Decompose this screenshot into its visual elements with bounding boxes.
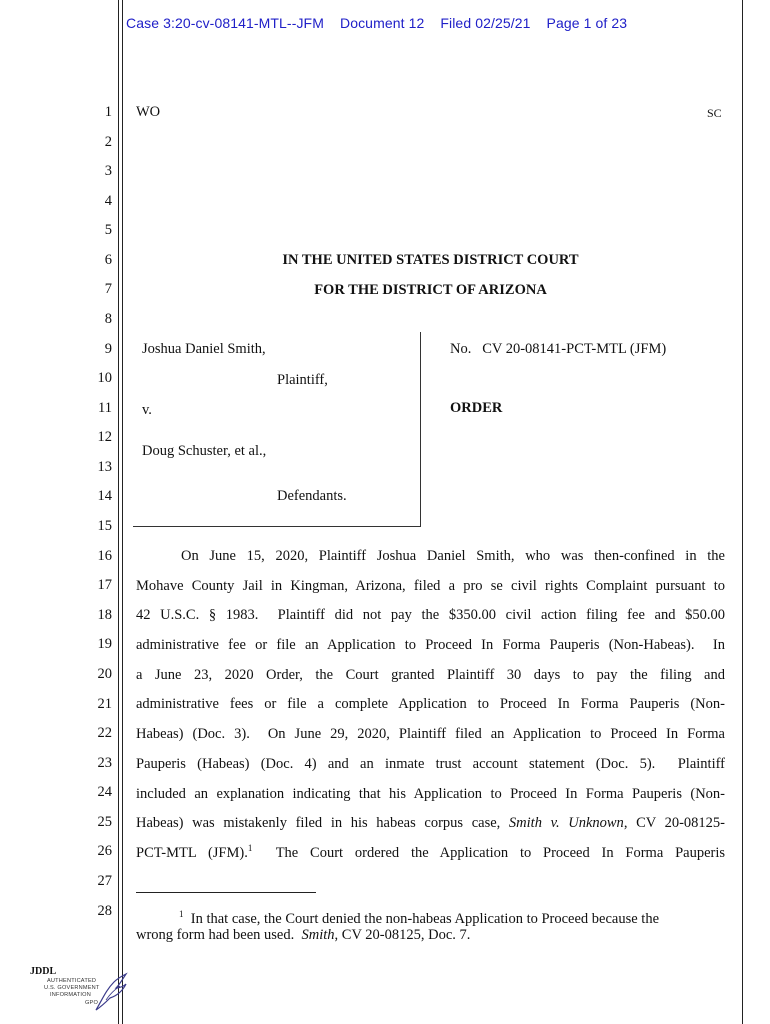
line-number: 26: [97, 843, 112, 859]
line-number: 27: [97, 873, 112, 889]
line-number: 19: [97, 636, 112, 652]
body-line: Mohave County Jail in Kingman, Arizona, filed a pro se civil rights Complaint pursuant to: [136, 578, 725, 594]
defendant-role: Defendants.: [277, 488, 347, 504]
line-number: 23: [97, 755, 112, 771]
line-number: 16: [97, 548, 112, 564]
plaintiff-role: Plaintiff,: [277, 372, 328, 388]
line-number: 28: [97, 903, 112, 919]
page-indicator: Page 1 of 23: [546, 15, 628, 31]
footnote-line: [179, 911, 659, 928]
body-line: On June 15, 2020, Plaintiff Joshua Daniel Smith, who was then-confined in the: [181, 548, 725, 564]
plaintiff-name: Joshua Daniel Smith,: [142, 341, 266, 357]
line-number: 8: [104, 311, 112, 327]
logo-text: AUTHENTICATED: [47, 978, 97, 984]
jddl-mark: JDDL: [30, 966, 57, 977]
line-number: 17: [97, 577, 112, 593]
line-number: 14: [97, 488, 112, 504]
line-number: 25: [97, 814, 112, 830]
line-number: 5: [104, 222, 112, 238]
line-number: 22: [97, 725, 112, 741]
footnote-text: wrong form had been used.: [136, 927, 302, 943]
line-number: 2: [104, 134, 112, 150]
line-number: 11: [98, 400, 112, 416]
line-number: 10: [97, 370, 112, 386]
line-number: 21: [97, 696, 112, 712]
line-number: 15: [97, 518, 112, 534]
defendant-name: Doug Schuster, et al.,: [142, 443, 267, 459]
line-number: 18: [97, 607, 112, 623]
document-number: Document 12: [339, 15, 425, 31]
left-margin-rule: [118, 0, 119, 1024]
body-line: 42 U.S.C. § 1983. Plaintiff did not pay the $350.00 civil action filing fee and $50.00: [136, 607, 725, 623]
right-margin-rule: [742, 0, 743, 1024]
line-number: 24: [97, 784, 112, 800]
case-number: Case 3:20-cv-08141-MTL--JFM: [126, 15, 324, 31]
line-number: 9: [104, 341, 112, 357]
body-text: The Court ordered the Application to Proceed In Forma Pauperis: [252, 845, 726, 861]
logo-text: INFORMATION: [50, 992, 91, 998]
body-text: PCT-MTL (JFM).: [136, 845, 248, 861]
footnote-marker: 1: [179, 909, 184, 920]
line-number: 3: [104, 163, 112, 179]
ecf-header: [126, 15, 639, 31]
footnote-reference: 1: [247, 843, 253, 854]
body-line: [136, 815, 725, 832]
line-number: 1: [104, 104, 112, 120]
footnote-rule: [136, 892, 316, 893]
case-number-caption: No. CV 20-08141-PCT-MTL (JFM): [450, 341, 667, 357]
line-number: 7: [104, 281, 112, 297]
left-margin-rule-inner: [122, 0, 123, 1024]
court-district: FOR THE DISTRICT OF ARIZONA: [314, 282, 547, 298]
case-citation: Smith v. Unknown: [508, 815, 624, 831]
sc-marker: SC: [707, 106, 722, 120]
body-line: included an explanation indicating that his Application to Proceed In Forma Pauperis (Non-: [136, 786, 725, 802]
line-number: 6: [104, 252, 112, 268]
logo-text: GPO: [85, 1000, 99, 1006]
body-line: administrative fee or file an Application to Proceed In Forma Pauperis (Non-Habeas). In: [136, 637, 725, 653]
document-title: ORDER: [450, 400, 503, 416]
body-line: Habeas) (Doc. 3). On June 29, 2020, Plaintiff filed an Application to Proceed In Forma: [136, 726, 725, 742]
wo-marker: WO: [136, 104, 161, 120]
eagle-icon: [92, 970, 130, 1014]
case-citation: Smith: [301, 927, 335, 943]
line-number: 4: [104, 193, 112, 209]
body-line: administrative fees or file a complete Application to Proceed In Forma Pauperis (Non-: [136, 696, 725, 712]
versus: v.: [142, 402, 152, 418]
filed-date: Filed 02/25/21: [440, 15, 531, 31]
body-text: Habeas) was mistakenly filed in his habeas corpus case,: [136, 815, 509, 831]
footnote-text: In that case, the Court denied the non-habeas Application to Proceed because the: [190, 911, 660, 927]
court-name: IN THE UNITED STATES DISTRICT COURT: [282, 252, 579, 268]
gpo-authentication-logo: [30, 966, 130, 1016]
body-line: Pauperis (Habeas) (Doc. 4) and an inmate trust account statement (Doc. 5). Plaintiff: [136, 756, 725, 772]
body-text: , CV 20-08125-: [623, 815, 726, 831]
line-number: 20: [97, 666, 112, 682]
logo-text: U.S. GOVERNMENT: [44, 985, 100, 991]
footnote-line: [136, 927, 470, 944]
line-number: 13: [97, 459, 112, 475]
footnote-text: , CV 20-08125, Doc. 7.: [334, 927, 471, 943]
body-line: a June 23, 2020 Order, the Court granted Plaintiff 30 days to pay the filing and: [136, 667, 725, 683]
body-line: [136, 845, 725, 862]
line-number: 12: [97, 429, 112, 445]
